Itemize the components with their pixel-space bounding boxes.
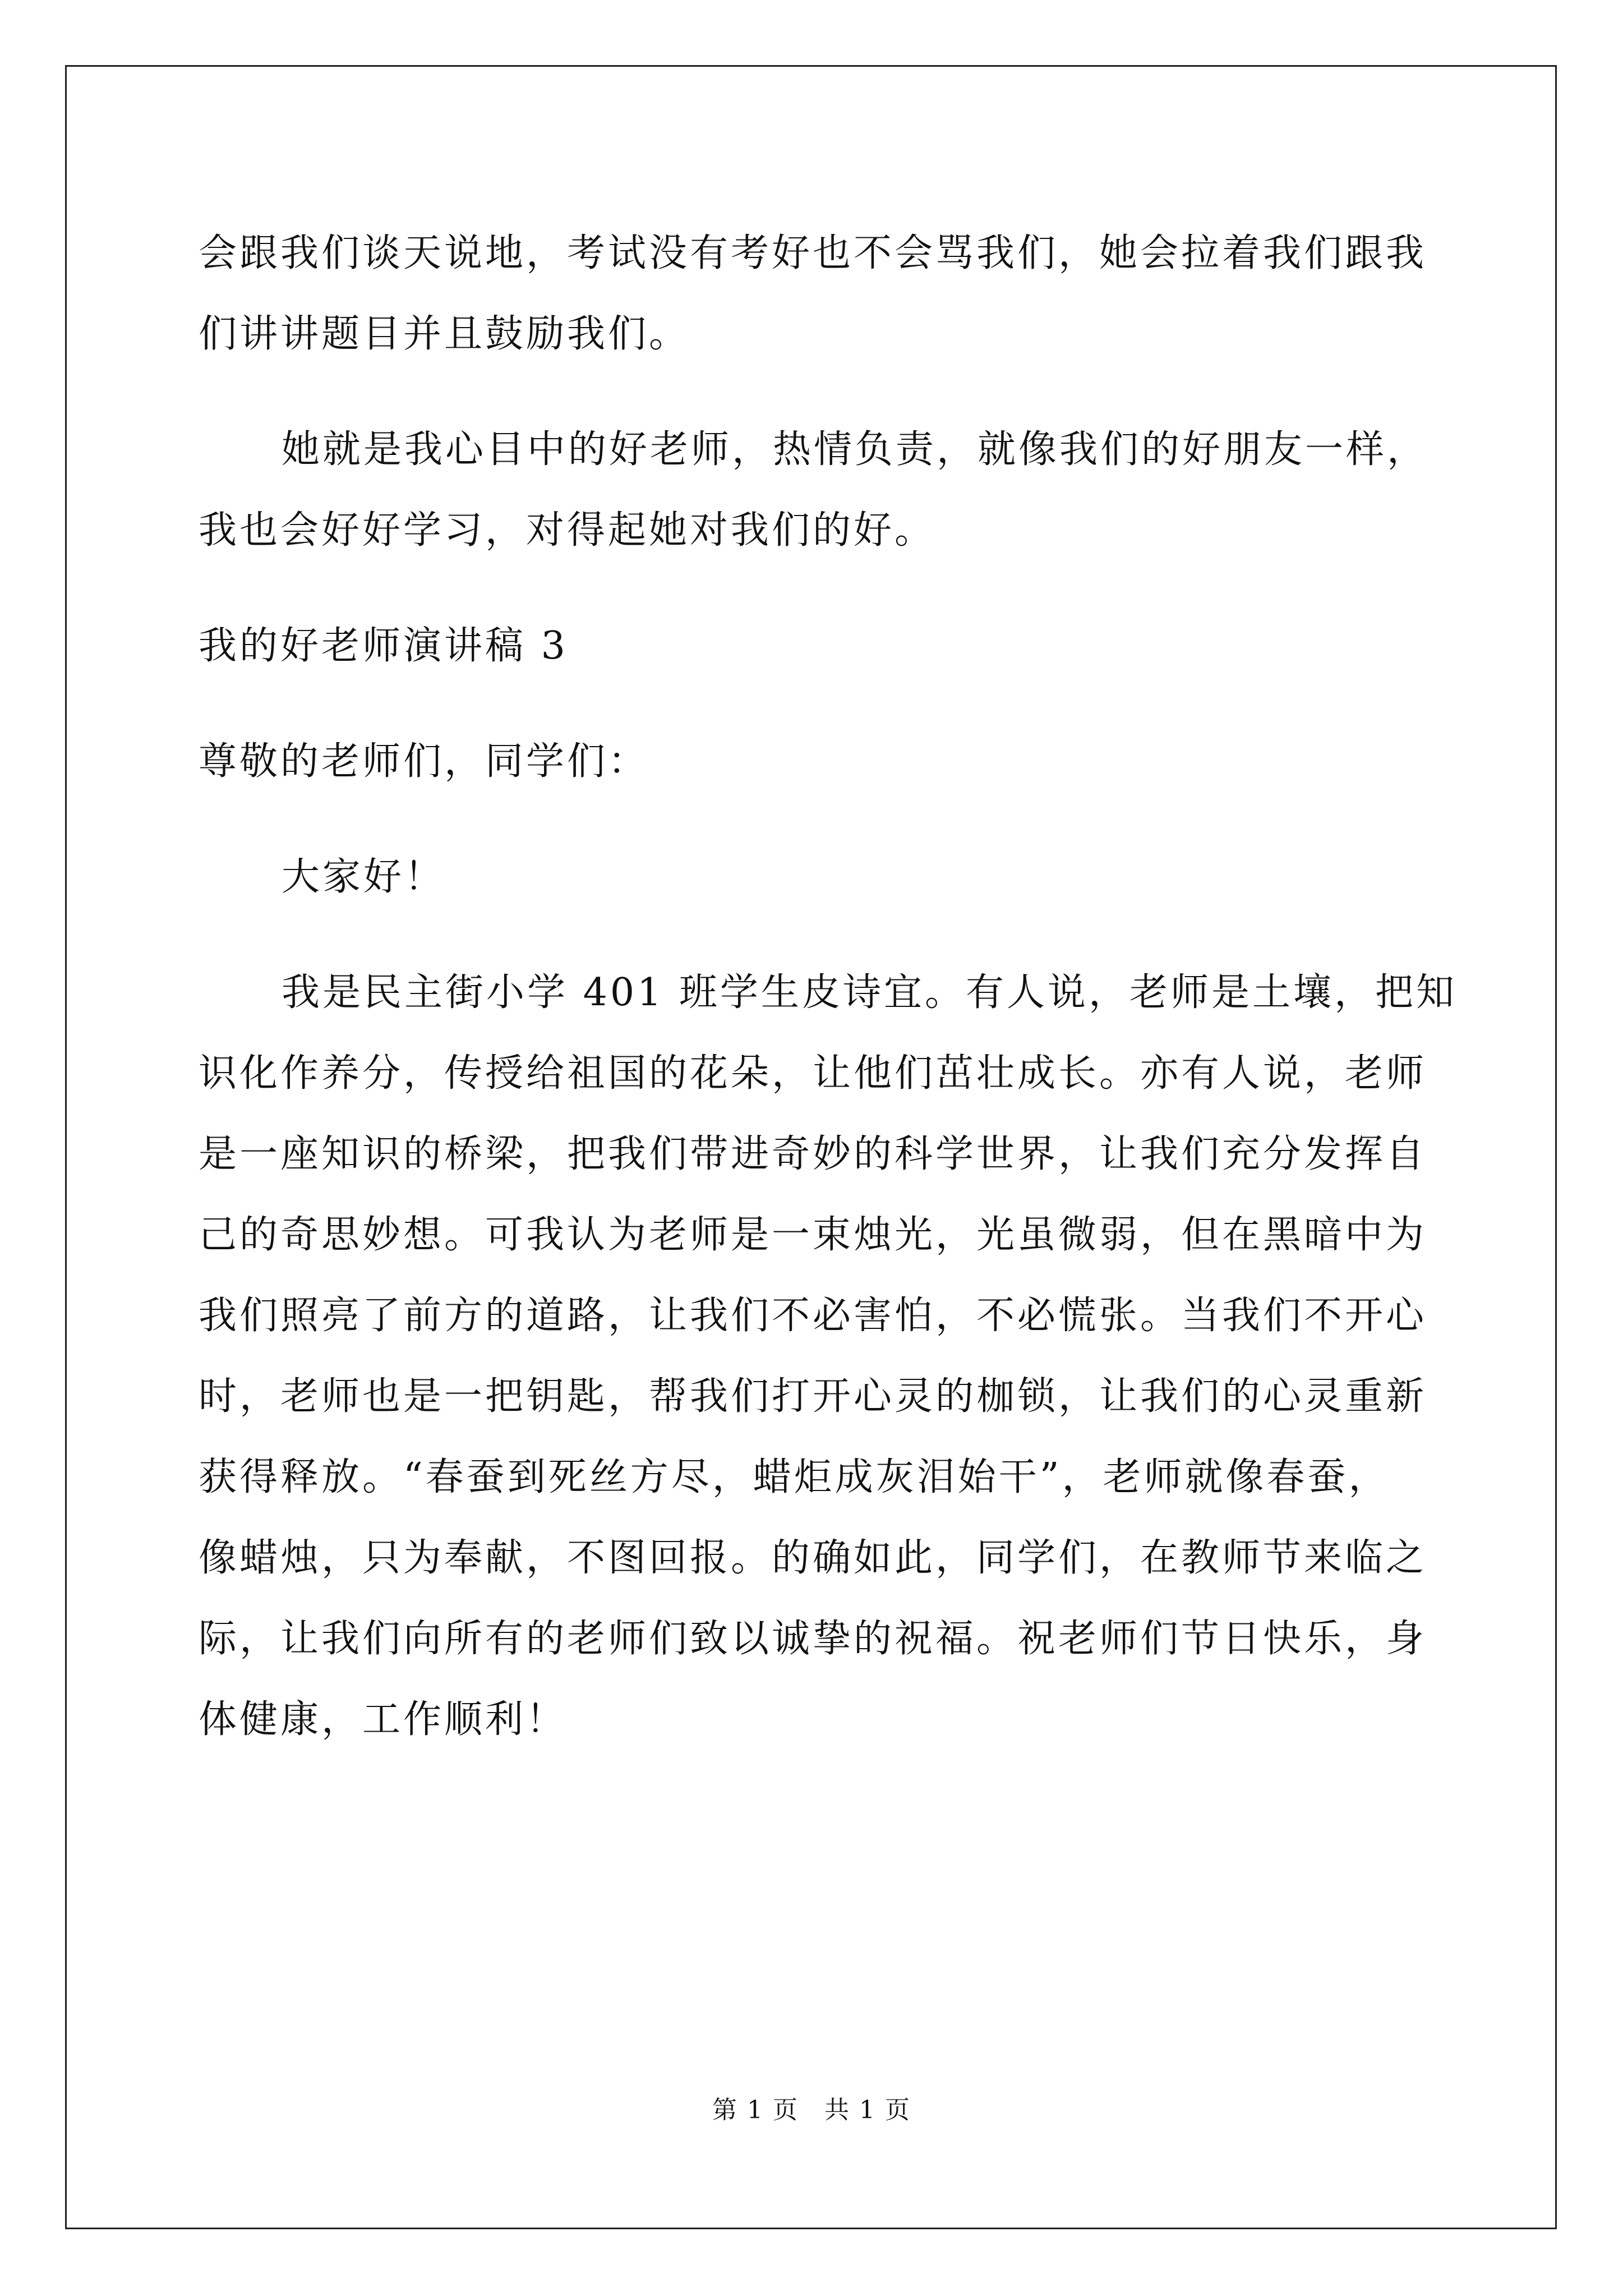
paragraph-start-line: 她就是我心目中的好老师，热情负责，就像我们的好朋友一样， (282, 427, 1428, 472)
paragraph-start-line: 我是民主街小学 401 班学生皮诗宜。有人说，老师是土壤，把知 (282, 970, 1458, 1015)
page-number-footer: 第 1 页 共 1 页 (712, 2096, 911, 2124)
text-line: 会跟我们谈天说地，考试没有考好也不会骂我们，她会拉着我们跟我 (199, 231, 1427, 275)
text-line: 识化作养分，传授给祖国的花朵，让他们茁壮成长。亦有人说，老师 (199, 1051, 1427, 1096)
text-line: 我也会好好学习，对得起她对我们的好。 (199, 508, 936, 553)
text-line: 体健康，工作顺利！ (199, 1697, 568, 1742)
text-line: 是一座知识的桥梁，把我们带进奇妙的科学世界，让我们充分发挥自 (199, 1132, 1427, 1176)
text-line: 获得释放。“春蚕到死丝方尽，蜡炬成灰泪始干”，老师就像春蚕， (199, 1455, 1390, 1499)
text-line: 我们照亮了前方的道路，让我们不必害怕，不必慌张。当我们不开心 (199, 1294, 1427, 1338)
salutation: 尊敬的老师们，同学们： (199, 739, 649, 784)
greeting: 大家好！ (282, 855, 446, 899)
text-line: 己的奇思妙想。可我认为老师是一束烛光，光虽微弱，但在黑暗中为 (199, 1213, 1427, 1257)
document-body (199, 213, 1458, 1760)
text-line: 际，让我们向所有的老师们致以诚挚的祝福。祝老师们节日快乐，身 (199, 1617, 1427, 1661)
text-line: 像蜡烛，只为奉献，不图回报。的确如此，同学们，在教师节来临之 (199, 1536, 1427, 1580)
text-line: 们讲讲题目并且鼓励我们。 (199, 312, 690, 356)
text-line: 时，老师也是一把钥匙，帮我们打开心灵的枷锁，让我们的心灵重新 (199, 1374, 1427, 1419)
section-title: 我的好老师演讲稿 3 (199, 624, 568, 668)
